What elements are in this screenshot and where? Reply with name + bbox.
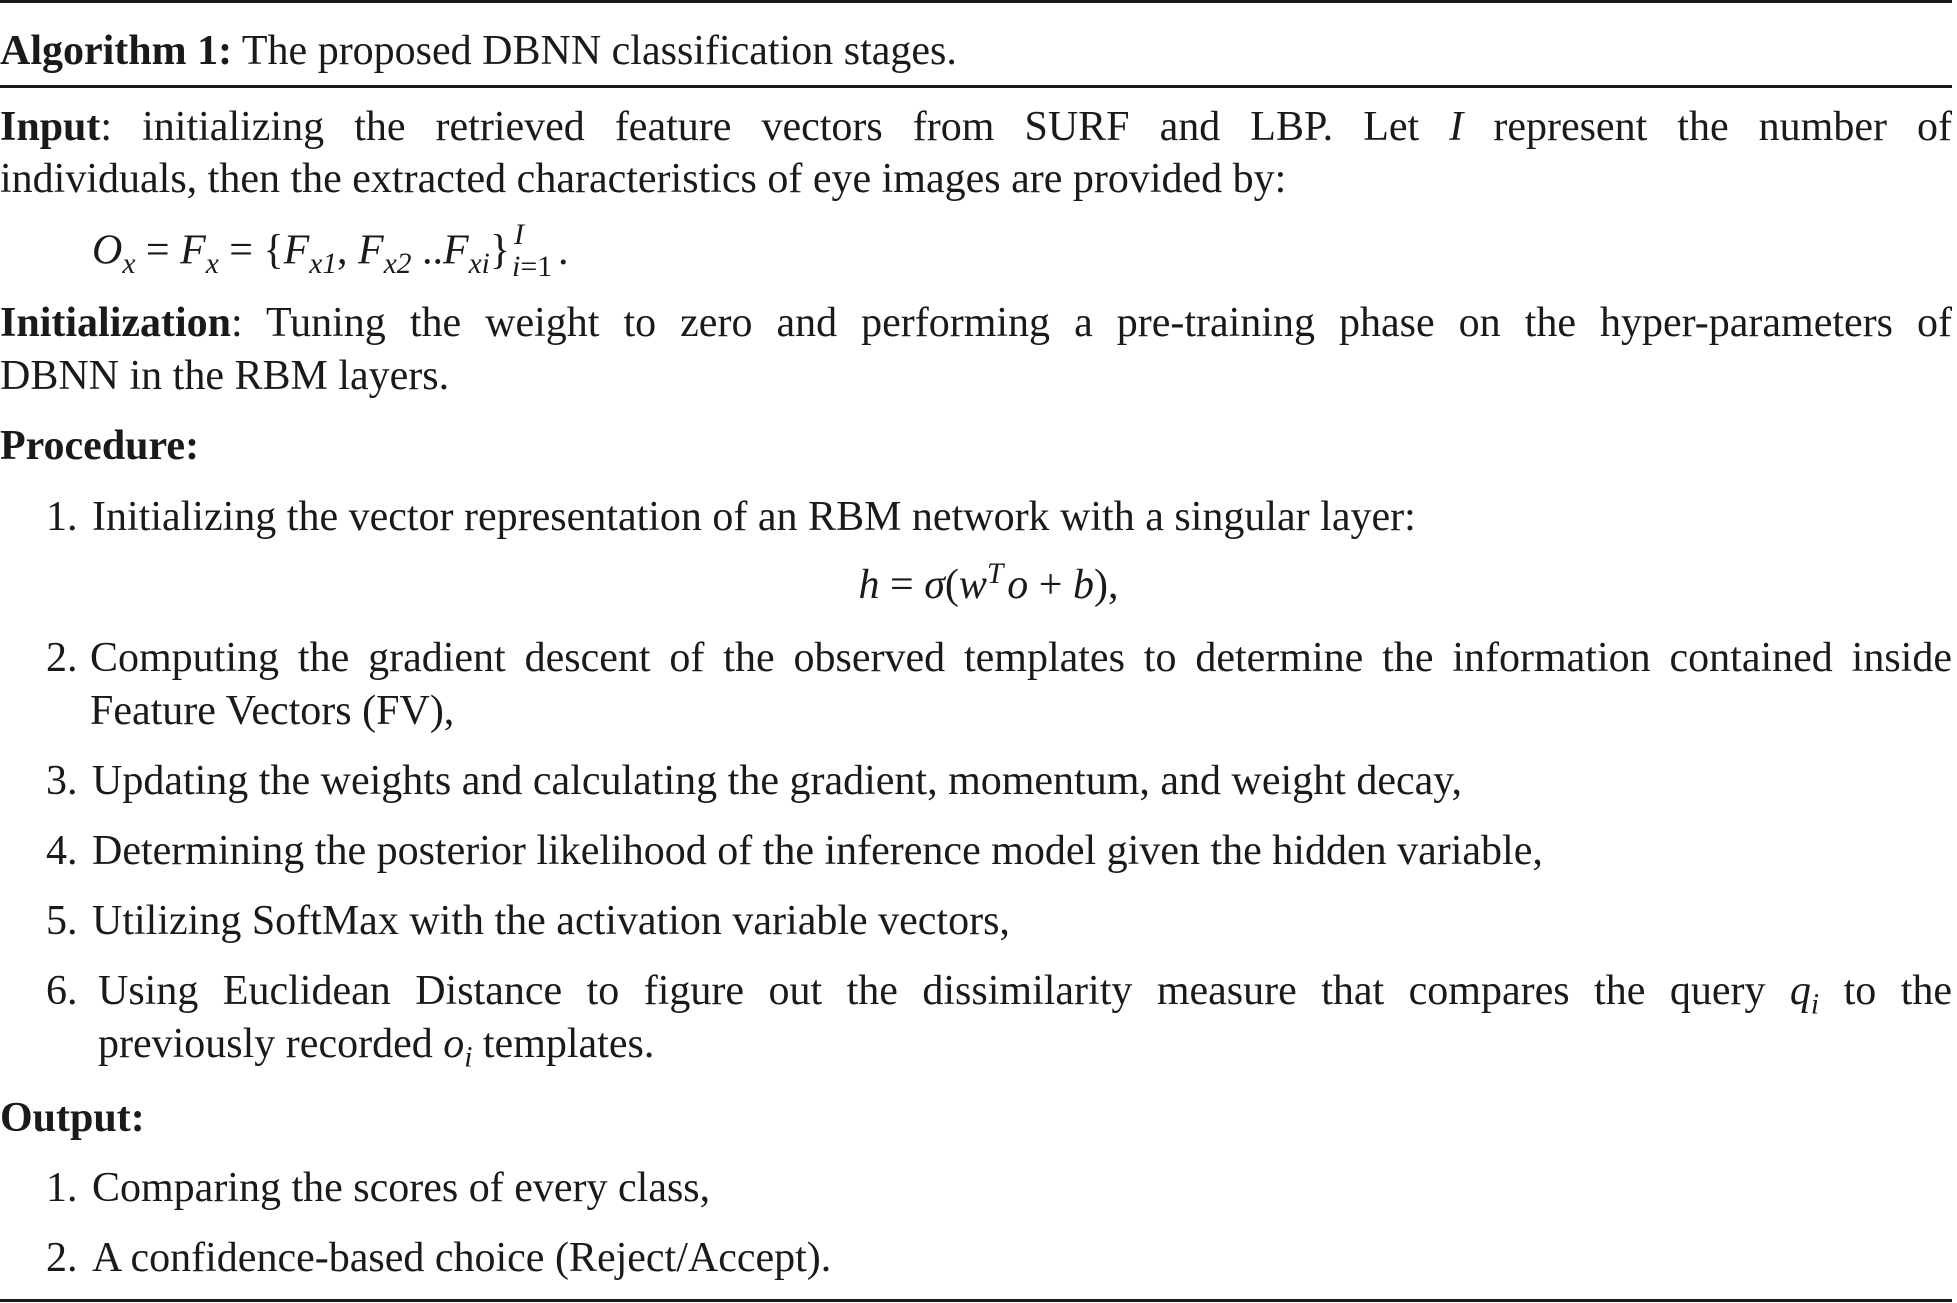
procedure-step-2 xyxy=(46,633,1952,683)
initialization-line-2: DBNN in the RBM layers. xyxy=(0,353,450,399)
procedure-step-6-cont xyxy=(98,1019,1952,1074)
caption-rule xyxy=(0,85,1952,88)
step-number: 1. xyxy=(46,1165,78,1211)
input-text-1: : initializing the retrieved feature vectors from SURF and LBP. Let xyxy=(100,104,1420,150)
eq-sub-x-2: x xyxy=(205,248,219,281)
step-text-tail: to the xyxy=(1843,968,1953,1014)
step-text: Computing the gradient descent of the observed templates to determine the information contained inside xyxy=(90,635,1952,681)
eq-O: O xyxy=(92,227,123,274)
bottom-rule xyxy=(0,1299,1952,1302)
step-text: Using Euclidean Distance to figure out the dissimilarity measure that compares the query xyxy=(98,968,1766,1014)
initialization-line-1 xyxy=(0,298,1952,348)
step-text: Initializing the vector representation of an RBM network with a singular layer: xyxy=(92,494,1416,540)
procedure-equation xyxy=(0,560,1957,610)
input-line-2: individuals, then the extracted characteristics of eye images are provided by: xyxy=(0,156,1287,202)
step-text: Comparing the scores of every class, xyxy=(92,1165,711,1211)
procedure-step-1 xyxy=(46,492,1952,542)
step-number: 1. xyxy=(46,494,78,540)
eq-dots: .. xyxy=(411,227,443,274)
eq-sub-x1: x1 xyxy=(309,248,338,281)
eq-F: F xyxy=(180,227,206,274)
initialization-label: Initialization xyxy=(0,300,232,346)
step-number: 3. xyxy=(46,758,78,804)
algorithm-caption xyxy=(0,26,1952,76)
eq-w: w xyxy=(958,562,987,608)
eq-F2: F xyxy=(358,227,384,274)
var-o: o xyxy=(443,1021,465,1067)
eq-period: . xyxy=(558,227,569,274)
input-line-1 xyxy=(0,102,1952,152)
eq-sigma: σ xyxy=(924,562,945,608)
eq-open-paren: ( xyxy=(944,562,959,608)
eq-sub-x: x xyxy=(122,248,136,281)
input-equation xyxy=(92,218,1952,284)
output-step-1 xyxy=(46,1163,1952,1213)
eq-F3: F xyxy=(442,227,469,274)
input-label: Input xyxy=(0,104,101,150)
eq-close-paren: ), xyxy=(1093,562,1119,608)
eq-sub-range: i=1 xyxy=(512,250,553,283)
eq-h: h xyxy=(858,562,880,608)
eq-equals: = xyxy=(879,562,925,608)
eq-sup-T: T xyxy=(986,558,1004,590)
step-text: Determining the posterior likelihood of the inference model given the hidden variable, xyxy=(92,828,1543,874)
output-label: Output: xyxy=(0,1095,145,1141)
eq-sub-xi: xi xyxy=(468,248,490,281)
step-number: 2. xyxy=(46,635,78,681)
procedure-heading xyxy=(0,421,1952,471)
algorithm-label: Algorithm 1: xyxy=(0,28,233,74)
eq-sub-x2: x2 xyxy=(383,248,412,281)
var-q-sub: i xyxy=(1810,988,1820,1021)
eq-plus: + xyxy=(1028,562,1073,608)
eq-F1: F xyxy=(283,227,310,274)
output-step-2 xyxy=(46,1233,1952,1283)
step-number: 5. xyxy=(46,898,78,944)
step-text: Utilizing SoftMax with the activation variable vectors, xyxy=(92,898,1010,944)
step-number: 4. xyxy=(46,828,78,874)
input-var-I: I xyxy=(1449,104,1464,150)
procedure-label: Procedure: xyxy=(0,423,200,469)
eq-equals-1: = xyxy=(135,227,181,274)
initialization-text-1: : Tuning the weight to zero and performing a pre-training phase on the hyper-parameters of xyxy=(231,300,1952,346)
var-q: q xyxy=(1789,968,1811,1014)
output-heading xyxy=(0,1093,1952,1143)
var-o-sub: i xyxy=(464,1041,473,1074)
eq-b: b xyxy=(1072,562,1094,608)
eq-comma: , xyxy=(337,227,359,274)
top-rule xyxy=(0,0,1952,3)
step-text-2: previously recorded xyxy=(98,1021,433,1067)
step-text: Updating the weights and calculating the gradient, momentum, and weight decay, xyxy=(92,758,1463,804)
step-number: 6. xyxy=(46,968,78,1014)
eq-sup-I: I xyxy=(514,218,524,251)
procedure-step-3 xyxy=(46,756,1952,806)
input-text-1-tail: represent the number of xyxy=(1493,104,1953,150)
eq-limits xyxy=(512,218,584,284)
eq-equals-2: = { xyxy=(218,227,284,274)
procedure-step-6 xyxy=(46,966,1953,1021)
eq-o: o xyxy=(1007,562,1029,608)
step-number: 2. xyxy=(46,1235,78,1281)
algorithm-title: The proposed DBNN classification stages. xyxy=(241,28,957,74)
procedure-step-5 xyxy=(46,896,1952,946)
procedure-step-2-cont: Feature Vectors (FV), xyxy=(90,688,455,734)
eq-close-brace: } xyxy=(489,227,510,274)
step-text-2-tail: templates. xyxy=(482,1021,655,1067)
step-text: A confidence-based choice (Reject/Accept). xyxy=(92,1235,832,1281)
procedure-step-4 xyxy=(46,826,1952,876)
